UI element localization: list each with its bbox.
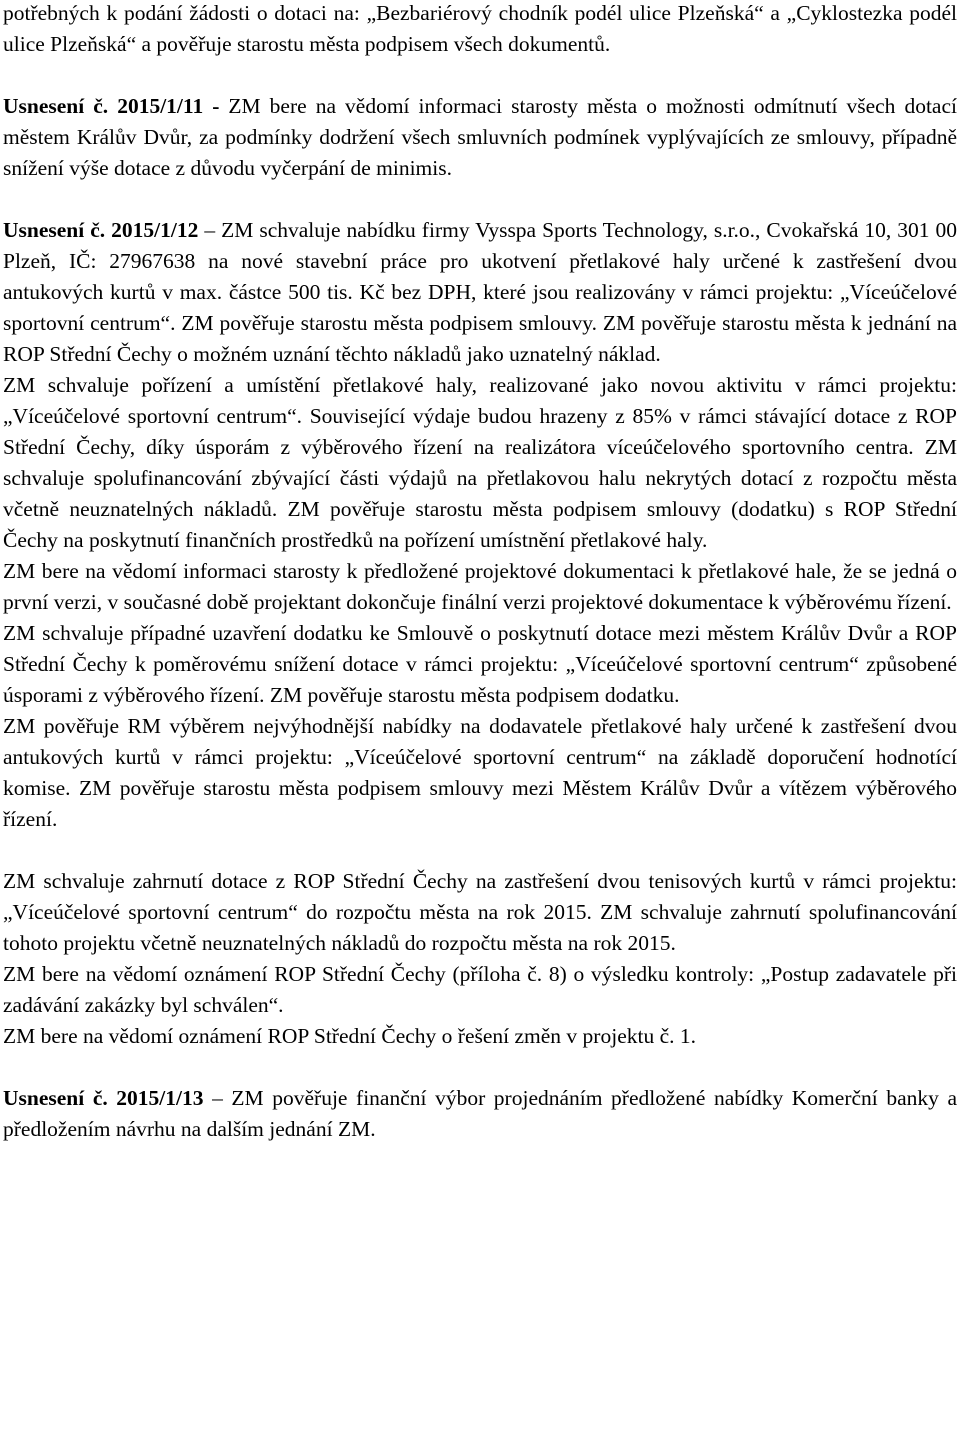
resolution-label: Usnesení č. 2015/1/11 - bbox=[3, 94, 220, 118]
spacer bbox=[3, 1052, 957, 1083]
paragraph-tenis: ZM schvaluje zahrnutí dotace z ROP Střední Čechy na zastřešení dvou tenisových kurtů v rámci projektu: „Víceúčelové sportovní centrum“ do rozpočtu města na rok 2015. ZM schvaluje zahrnutí spolufinancování tohoto projektu včetně neuznatelných nákladů do rozpočtu města na rok 2015. bbox=[3, 869, 957, 955]
resolution-2015-1-13 bbox=[3, 1083, 957, 1145]
resolution-text: ZM bere na vědomí informaci starosty města o možnosti odmítnutí všech dotací městem Králův Dvůr, za podmínky dodržení všech smluvních podmínek vyplývajících ze smlouvy, případně snížení výše dotace z důvodu vyčerpání de minimis. bbox=[3, 94, 957, 180]
paragraph-dotace-chodnik: potřebných k podání žádosti o dotaci na: „Bezbariérový chodník podél ulice Plzeňská“ a „Cyklostezka podél ulice Plzeňská“ a pověřuje starostu města podpisem všech dokumentů. bbox=[3, 1, 957, 56]
document-page bbox=[3, 0, 957, 1145]
spacer bbox=[3, 60, 957, 91]
resolution-2015-1-11 bbox=[3, 91, 957, 184]
resolution-text: – ZM schvaluje nabídku firmy Vysspa Sports Technology, s.r.o., Cvokařská 10, 301 00 Plzeň, IČ: 27967638 na nové stavební práce pro ukotvení přetlakové haly určené k zastřešení dvou antukových kurtů v max. částce 500 tis. Kč bez DPH, které jsou realizovány v rámci projektu: „Víceúčelové sportovní centrum“. ZM pověřuje starostu města podpisem smlouvy. ZM pověřuje starostu města k jednání na ROP Střední Čechy o možném uznání těchto nákladů jako uznatelný náklad. bbox=[3, 218, 957, 366]
resolution-label: Usnesení č. 2015/1/13 bbox=[3, 1086, 204, 1110]
resolution-2015-1-12 bbox=[3, 215, 957, 370]
paragraph-dodatek: ZM schvaluje případné uzavření dodatku ke Smlouvě o poskytnutí dotace mezi městem Králův Dvůr a ROP Střední Čechy k poměrovému snížení dotace v rámci projektu: „Víceúčelové sportovní centrum“ způsobené úsporami z výběrového řízení. ZM pověřuje starostu města podpisem dodatku. bbox=[3, 621, 957, 707]
spacer bbox=[3, 835, 957, 866]
paragraph-dokumentace: ZM bere na vědomí informaci starosty k předložené projektové dokumentaci k přetlakové hale, že se jedná o první verzi, v současné době projektant dokončuje finální verzi projektové dokumentace k výběrovému řízení. bbox=[3, 559, 957, 614]
resolution-label: Usnesení č. 2015/1/12 bbox=[3, 218, 199, 242]
spacer bbox=[3, 184, 957, 215]
resolution-text: – ZM pověřuje finanční výbor projednáním předložené nabídky Komerční banky a předložením návrhu na dalším jednání ZM. bbox=[3, 1086, 957, 1141]
paragraph-rm-vyber: ZM pověřuje RM výběrem nejvýhodnější nabídky na dodavatele přetlakové haly určené k zastřešení dvou antukových kurtů v rámci projektu: „Víceúčelové sportovní centrum“ na základě doporučení hodnotící komise. ZM pověřuje starostu města podpisem smlouvy mezi Městem Králův Dvůr a vítězem výběrového řízení. bbox=[3, 714, 957, 831]
paragraph-hala: ZM schvaluje pořízení a umístění přetlakové haly, realizované jako novou aktivitu v rámci projektu: „Víceúčelové sportovní centrum“. Související výdaje budou hrazeny z 85% v rámci stávající dotace z ROP Střední Čechy, díky úsporám z výběrového řízení na realizátora víceúčelového sportovního centra. ZM schvaluje spolufinancování zbývající části výdajů na přetlakovou halu nekrytých dotací z rozpočtu města včetně neuznatelných nákladů. ZM pověřuje starostu města podpisem smlouvy (dodatku) s ROP Střední Čechy na poskytnutí finančních prostředků na pořízení umístnění přetlakové haly. bbox=[3, 373, 957, 552]
paragraph-zmeny: ZM bere na vědomí oznámení ROP Střední Čechy o řešení změn v projektu č. 1. bbox=[3, 1024, 696, 1048]
paragraph-kontrola: ZM bere na vědomí oznámení ROP Střední Čechy (příloha č. 8) o výsledku kontroly: „Postup zadavatele při zadávání zakázky byl schválen“. bbox=[3, 962, 957, 1017]
